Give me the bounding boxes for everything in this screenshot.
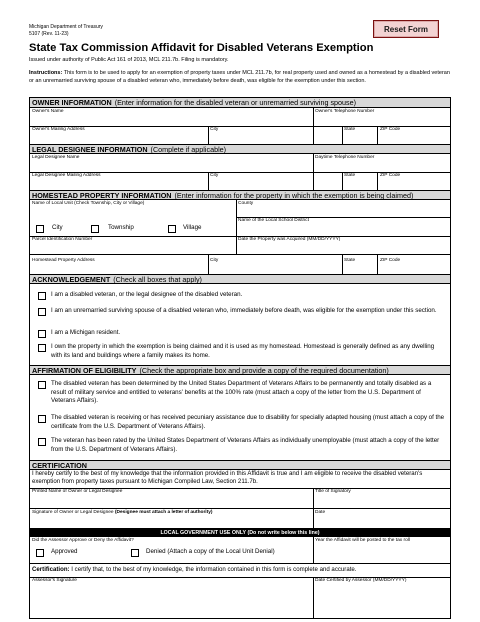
homestead-zip-label: ZIP Code — [380, 258, 401, 263]
designee-phone-label: Daytime Telephone Number — [315, 155, 375, 160]
elig-unemployable-text: The veteran has been rated by the United States Department of Veterans Affairs as individually unemployable (must attach a copy of the letter from the U.S. Department of Veterans Affairs). — [51, 437, 440, 453]
denied-label: Denied (Attach a copy of the Local Unit Denial) — [146, 548, 275, 555]
local-unit-city-checkbox[interactable] — [36, 225, 44, 233]
issued-authority: Issued under authority of Public Act 161 of 2013, MCL 211.7b. Filing is mandatory. — [29, 57, 229, 63]
homestead-city-field[interactable] — [209, 255, 342, 274]
affidavit-form — [29, 97, 451, 619]
assessor-date-label: Date Certified by Assessor (MM/DD/YYYY) — [315, 578, 407, 583]
school-district-field[interactable] — [237, 218, 450, 236]
parcel-id-field[interactable] — [30, 237, 236, 254]
ack-surviving-spouse-checkbox[interactable] — [38, 308, 46, 316]
homestead-zip-field[interactable] — [378, 255, 450, 274]
ack-michigan-resident-text: I am a Michigan resident. — [51, 329, 121, 336]
instructions-text: This form is to be used to apply for an exemption of property taxes under MCL 211.7b, for real property used and owned as a homestead by a disabled veteran or an unremarried surviving spouse of a disabled veteran who, immediately before death, was eligible for the exemption under this section. — [29, 70, 450, 84]
designee-name-field[interactable] — [30, 155, 313, 172]
homestead-state-label: State — [344, 258, 356, 263]
title-of-signatory-label: Title of Signatory — [315, 489, 351, 494]
acknowledgement-heading: ACKNOWLEDGEMENT — [32, 274, 111, 284]
date-acquired-field[interactable] — [237, 237, 450, 254]
local-unit-city-label: City — [52, 224, 63, 231]
ack-disabled-veteran-checkbox[interactable] — [38, 292, 46, 300]
owner-note: (Enter information for the disabled veteran or unremarried surviving spouse) — [114, 98, 357, 107]
local-unit-village-checkbox[interactable] — [168, 225, 176, 233]
year-posted-field[interactable] — [314, 538, 450, 563]
owner-zip-label: ZIP Code — [380, 127, 401, 132]
printed-name-label: Printed Name of Owner or Legal Designee — [32, 489, 123, 494]
year-posted-label: Year the Affidavit will be posted to the tax roll — [315, 538, 410, 543]
assessor-signature-field[interactable] — [30, 578, 313, 618]
designee-zip-field[interactable] — [378, 173, 450, 190]
signature-date-label: Date — [315, 510, 326, 515]
acknowledgement-note: (Check all boxes that apply) — [113, 274, 202, 284]
signature-label: Signature of Owner or Legal Designee — [32, 510, 114, 515]
date-acquired-label: Date the Property was Acquired (MM/DD/YYYY) — [238, 237, 341, 242]
assessor-signature-label: Assessor's Signature — [32, 578, 77, 583]
owner-section-header — [30, 98, 450, 108]
designee-phone-field[interactable] — [314, 155, 450, 172]
ack-homestead-owner-checkbox[interactable] — [38, 344, 46, 352]
page-title: State Tax Commission Affidavit for Disabled Veterans Exemption — [29, 42, 374, 54]
designee-state-field[interactable] — [343, 173, 377, 190]
signature-field[interactable] — [30, 509, 313, 528]
owner-phone-field[interactable] — [314, 109, 450, 126]
county-field[interactable] — [237, 201, 450, 217]
elig-total-disability-text: The disabled veteran has been determined by the United States Department of Veterans Affairs to be permanently and totally disabled as a result of military service and entitled to veterans' benefits at the 100% rate (must attach a copy of the letter from the U.S. Department of Veterans Affairs). — [51, 380, 432, 405]
owner-zip-field[interactable] — [378, 127, 450, 144]
acknowledgement-section-header — [30, 274, 450, 284]
elig-adapted-housing-text: The disabled veteran is receiving or has received pecuniary assistance due to disability for specially adapted housing (must attach a copy of the certificate from the U.S. Department of Veterans Affairs). — [51, 414, 445, 430]
owner-state-field[interactable] — [343, 127, 377, 144]
elig-unemployable-checkbox[interactable] — [38, 438, 46, 446]
designee-city-field[interactable] — [209, 173, 313, 190]
ack-homestead-owner-text: I own the property in which the exemption is being claimed and it is used as my homestead. Homestead is generally defined as any dwelling with its land and buildings where a family makes its home. — [51, 343, 435, 359]
ack-disabled-veteran-text: I am a disabled veteran, or the legal designee of the disabled veteran. — [51, 291, 243, 298]
local-unit-township-label: Township — [108, 224, 134, 231]
signature-note: (Designee must attach a letter of authority) — [114, 510, 213, 515]
designee-section-header — [30, 144, 450, 154]
homestead-heading: HOMESTEAD PROPERTY INFORMATION — [32, 190, 172, 200]
homestead-city-label: City — [210, 258, 219, 263]
owner-name-label: Owner's Name — [32, 109, 64, 114]
agency-name: Michigan Department of Treasury — [29, 24, 103, 30]
school-district-label: Name of the Local School District — [238, 218, 309, 223]
homestead-address-field[interactable] — [30, 255, 208, 274]
assessor-cert-text: I certify that, to the best of my knowledge, the information contained in this form is complete and accurate. — [71, 566, 357, 573]
title-of-signatory-field[interactable] — [314, 489, 450, 508]
elig-total-disability-checkbox[interactable] — [38, 381, 46, 389]
elig-adapted-housing-checkbox[interactable] — [38, 415, 46, 423]
designee-address-field[interactable] — [30, 173, 208, 190]
certification-heading: CERTIFICATION — [32, 460, 87, 470]
designee-state-label: State — [344, 173, 356, 178]
form-number: 5107 (Rev. 11-23) — [29, 30, 69, 37]
owner-heading: OWNER INFORMATION — [32, 98, 112, 107]
approved-checkbox[interactable] — [36, 549, 44, 557]
local-unit-township-checkbox[interactable] — [91, 225, 99, 233]
owner-name-field[interactable] — [30, 109, 313, 126]
eligibility-heading: AFFIRMATION OF ELIGIBILITY — [32, 365, 137, 375]
assessor-date-field[interactable] — [314, 578, 450, 618]
homestead-address-label: Homestead Property Address — [32, 258, 95, 263]
local-unit-label: Name of Local Unit (Check Township, City or Village) — [32, 201, 145, 206]
parcel-id-label: Parcel Identification Number — [32, 237, 93, 242]
designee-city-label: City — [210, 173, 219, 178]
designee-note: (Complete if applicable) — [150, 144, 227, 154]
certification-text: I hereby certify to the best of my knowledge that the information provided in this Affidavit is true and I am eligible to receive the disabled veteran's exemption from property taxes pursuant to Michigan Compiled Law, Section 211.7b. — [32, 470, 423, 486]
owner-address-label: Owner's Mailing Address — [32, 127, 85, 132]
certification-section-header — [30, 460, 450, 470]
owner-city-field[interactable] — [209, 127, 313, 144]
ack-michigan-resident-checkbox[interactable] — [38, 330, 46, 338]
county-label: County — [238, 201, 254, 206]
homestead-section-header — [30, 190, 450, 200]
designee-zip-label: ZIP Code — [380, 173, 401, 178]
signature-date-field[interactable] — [314, 509, 450, 528]
form-header — [29, 24, 103, 37]
instructions — [29, 70, 454, 85]
eligibility-note: (Check the appropriate box and provide a copy of the required documentation) — [139, 365, 389, 375]
designee-address-label: Legal Designee Mailing Address — [32, 173, 101, 178]
owner-phone-label: Owner's Telephone Number — [315, 109, 375, 114]
local-government-bar: LOCAL GOVERNMENT USE ONLY (Do not write below this line) — [30, 528, 450, 537]
printed-name-field[interactable] — [30, 489, 313, 508]
assessor-decision-label: Did the Assessor Approve or Deny the Affidavit? — [32, 538, 134, 543]
assessor-certification — [32, 566, 448, 575]
owner-address-field[interactable] — [30, 127, 208, 144]
approved-label: Approved — [51, 548, 78, 555]
owner-state-label: State — [344, 127, 356, 132]
homestead-state-field[interactable] — [343, 255, 377, 274]
designee-heading: LEGAL DESIGNEE INFORMATION — [32, 144, 148, 154]
owner-city-label: City — [210, 127, 219, 132]
instructions-label: Instructions: — [29, 70, 63, 76]
eligibility-section-header — [30, 365, 450, 375]
designee-name-label: Legal Designee Name — [32, 155, 80, 160]
homestead-note: (Enter information for the property in which the exemption is being claimed) — [174, 190, 414, 200]
reset-form-button[interactable]: Reset Form — [373, 20, 439, 38]
denied-checkbox[interactable] — [131, 549, 139, 557]
local-unit-village-label: Village — [183, 224, 202, 231]
ack-surviving-spouse-text: I am an unremarried surviving spouse of a disabled veteran who, immediately before death, was eligible for the exemption under this section. — [51, 307, 437, 314]
assessor-cert-label: Certification: — [32, 566, 70, 573]
